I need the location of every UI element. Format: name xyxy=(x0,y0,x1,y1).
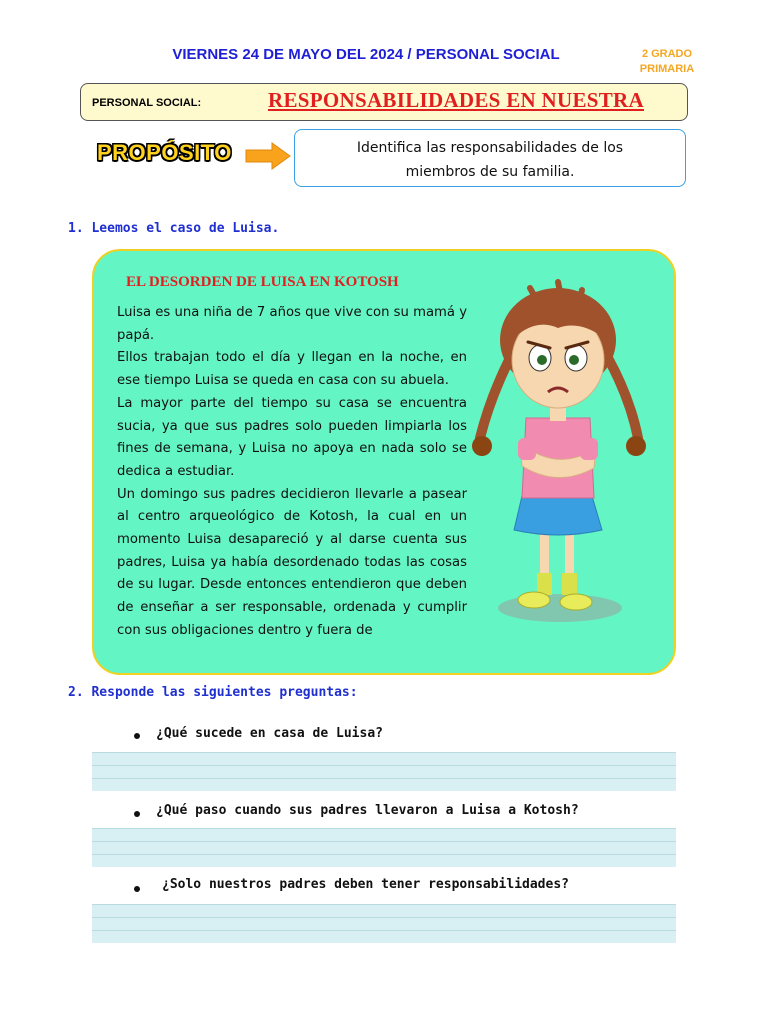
answer-line[interactable] xyxy=(92,904,676,917)
answer-line[interactable] xyxy=(92,752,676,765)
purpose-label: PROPÓSITO xyxy=(97,140,232,165)
answer-line[interactable] xyxy=(92,917,676,930)
bullet-icon xyxy=(134,811,140,817)
arrow-right-icon xyxy=(244,141,292,171)
story-title: EL DESORDEN DE LUISA EN KOTOSH xyxy=(126,274,399,290)
bullet-icon xyxy=(134,886,140,892)
purpose-line-2: miembros de su familia. xyxy=(405,164,575,180)
story-paragraph: Un domingo sus padres decidieron llevarle a pasear al centro arqueológico de Kotosh, la cual en un momento Luisa desapareció y al darse cuenta sus padres, Luisa ya había desordenado todas las cosas de su lugar. Desde entonces entendieron que deben de enseñar a ser responsable, ordenada y cumplir con sus obligaciones dentro y fuera de xyxy=(117,486,467,638)
story-text xyxy=(117,302,467,643)
section-1-heading: 1. Leemos el caso de Luisa. xyxy=(68,221,280,236)
question-3: ¿Solo nuestros padres deben tener responsabilidades? xyxy=(162,877,569,892)
purpose-text xyxy=(300,136,680,184)
topic-title: RESPONSABILIDADES EN NUESTRA xyxy=(268,88,644,112)
section-2-heading: 2. Responde las siguientes preguntas: xyxy=(68,685,358,700)
story-paragraph: La mayor parte del tiempo su casa se encuentra sucia, ya que sus padres solo pueden limpiarla los fines de semana, y Luisa no apoya en nada solo se dedica a estudiar. xyxy=(117,395,467,479)
page-header-title: VIERNES 24 DE MAYO DEL 2024 / PERSONAL SOCIAL xyxy=(172,46,560,63)
answer-line[interactable] xyxy=(92,765,676,778)
answer-line[interactable] xyxy=(92,778,676,791)
answer-lines-3[interactable] xyxy=(92,904,676,943)
grade-line-2: PRIMARIA xyxy=(639,63,695,75)
question-1: ¿Qué sucede en casa de Luisa? xyxy=(156,726,383,741)
topic-label: PERSONAL SOCIAL: xyxy=(92,97,202,109)
answer-line[interactable] xyxy=(92,854,676,867)
answer-line[interactable] xyxy=(92,828,676,841)
answer-lines-2[interactable] xyxy=(92,828,676,867)
story-paragraph: Ellos trabajan todo el día y llegan en la noche, en ese tiempo Luisa se queda en casa con su abuela. xyxy=(117,350,467,389)
answer-line[interactable] xyxy=(92,930,676,943)
bullet-icon xyxy=(134,733,140,739)
answer-lines-1[interactable] xyxy=(92,752,676,791)
answer-line[interactable] xyxy=(92,841,676,854)
story-paragraph: Luisa es una niña de 7 años que vive con su mamá y papá. xyxy=(117,305,467,343)
question-2: ¿Qué paso cuando sus padres llevaron a Luisa a Kotosh? xyxy=(156,803,579,818)
girl-illustration xyxy=(470,268,670,668)
grade-line-1: 2 GRADO xyxy=(641,48,693,60)
purpose-line-1: Identifica las responsabilidades de los xyxy=(356,140,624,156)
grade-label xyxy=(622,47,712,77)
